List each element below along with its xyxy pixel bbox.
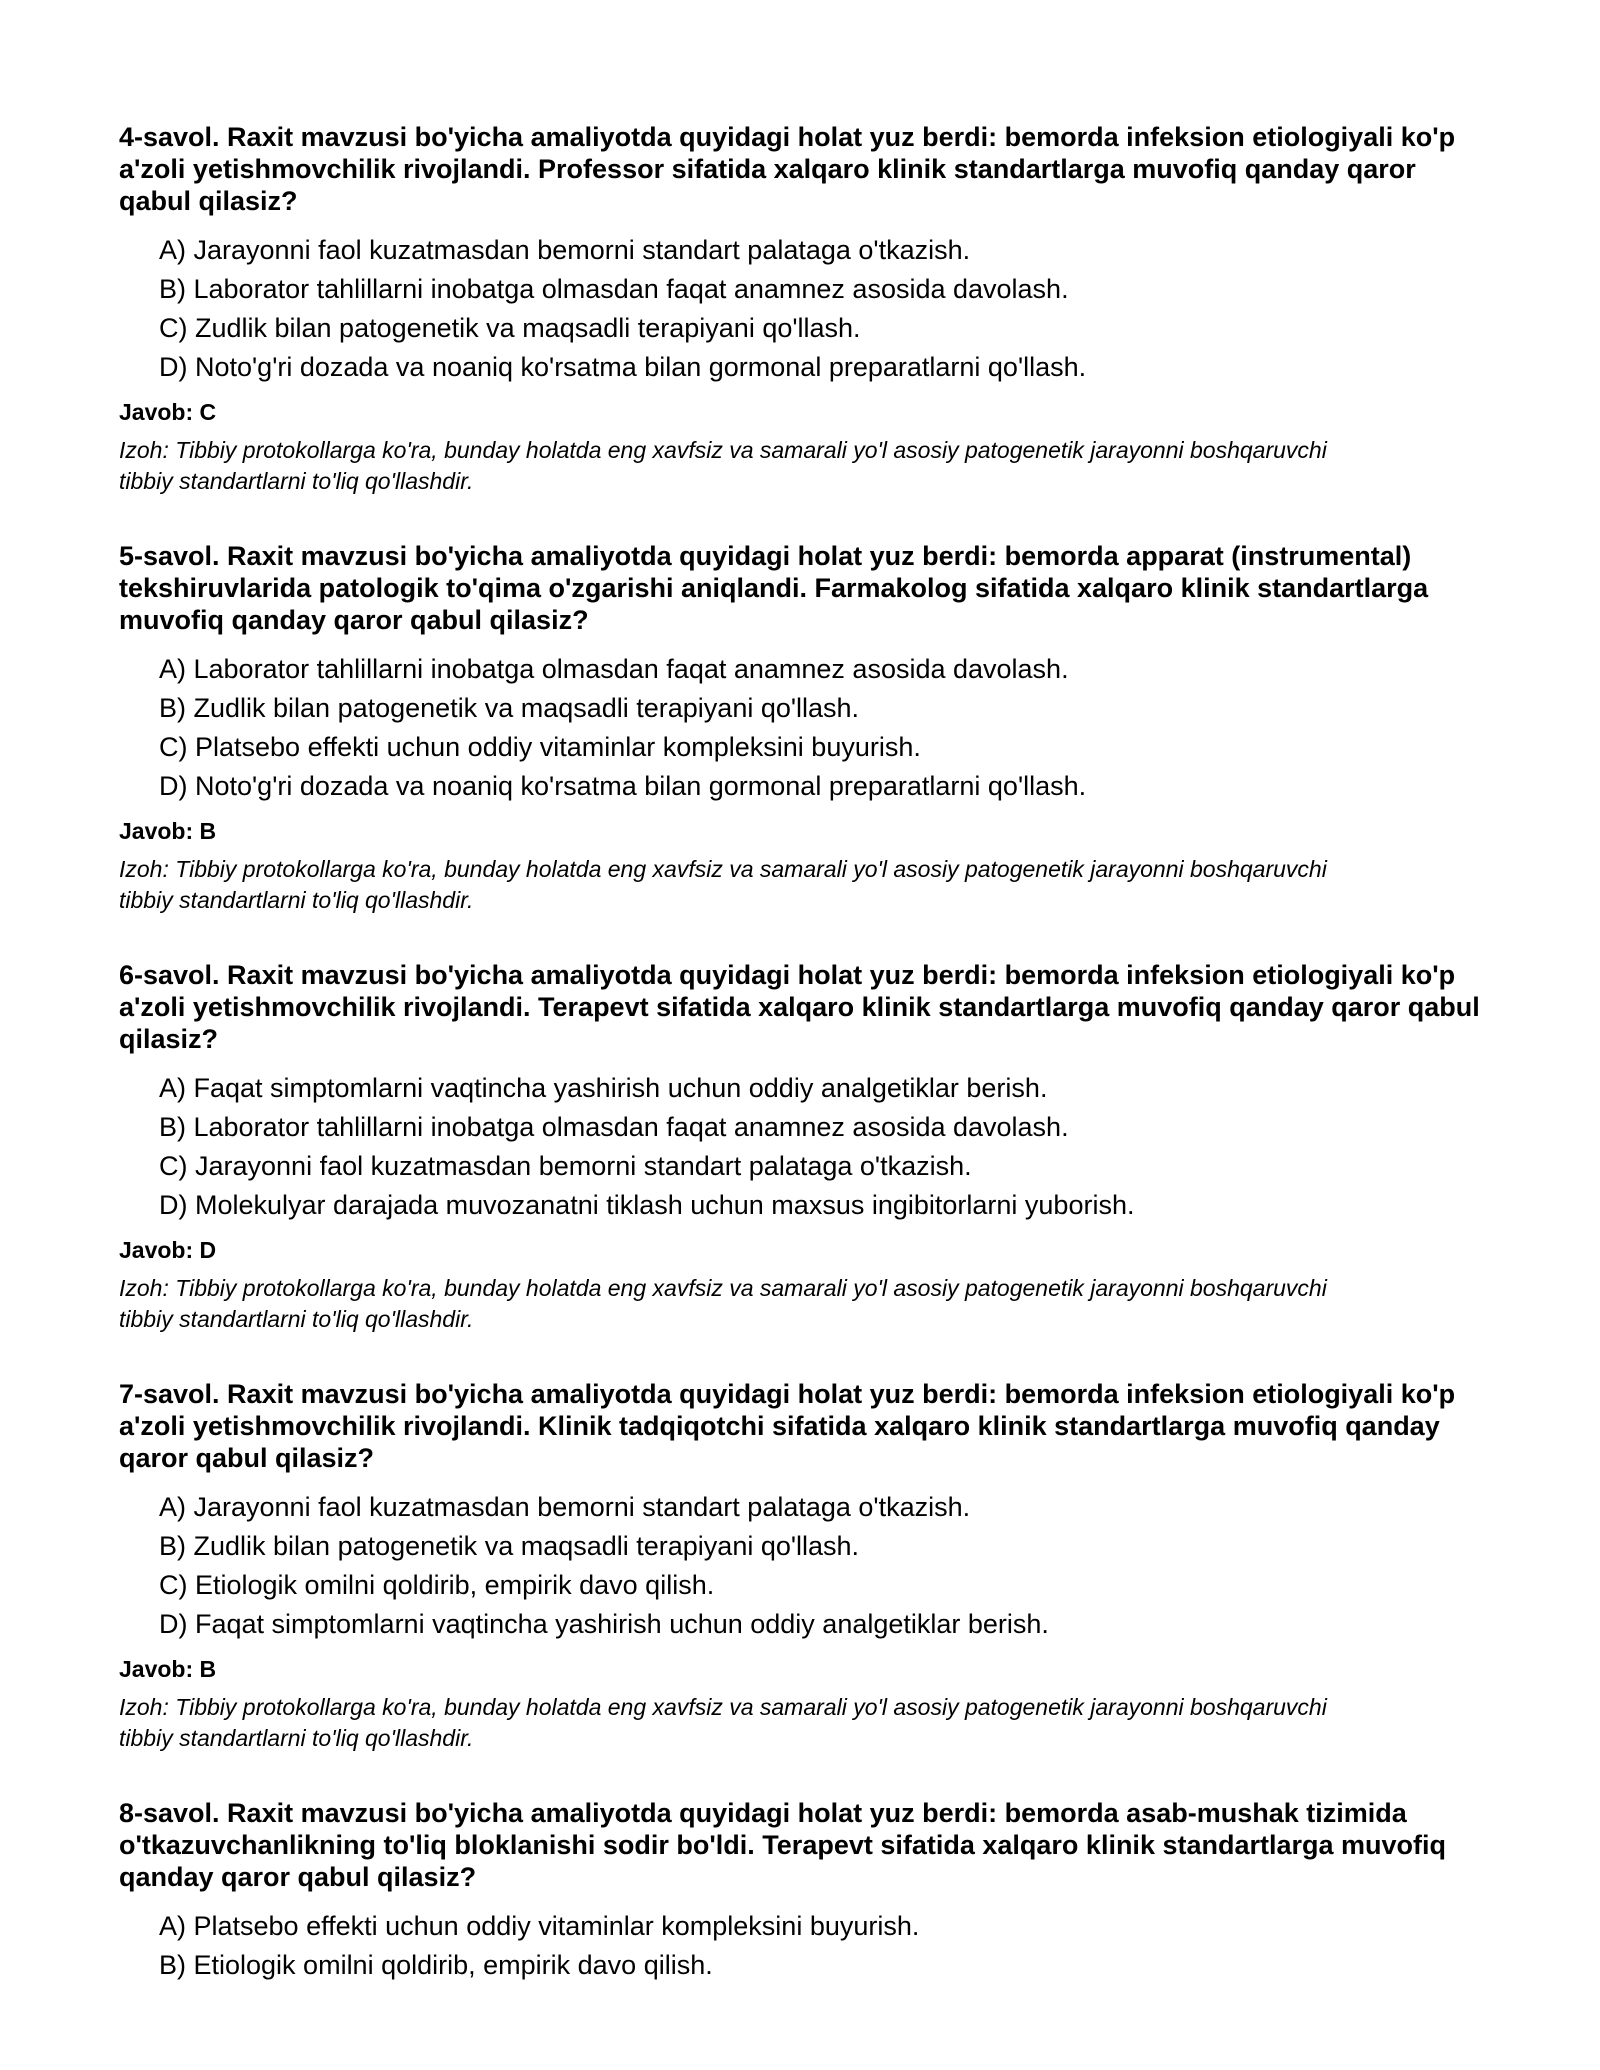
option-d: D) Noto'g'ri dozada va noaniq ko'rsatma bilan gormonal preparatlarni qo'llash. <box>159 771 1087 801</box>
option-c: C) Platsebo effekti uchun oddiy vitaminlar kompleksini buyurish. <box>159 732 921 762</box>
answer-label: Javob: C <box>119 399 217 425</box>
option-b: B) Laborator tahlillarni inobatga olmasdan faqat anamnez asosida davolash. <box>159 1112 1069 1142</box>
explanation-text: Izoh: Tibbiy protokollarga ko'ra, bunday holatda eng xavfsiz va samarali yo'l asosiy patogenetik jarayonni boshqaruvchi tibbiy standartlarni to'liq qo'llashdir. <box>119 1275 1327 1332</box>
question-title: 6-savol. Raxit mavzusi bo'yicha amaliyotda quyidagi holat yuz berdi: bemorda infeksion etiologiyali ko'p a'zoli yetishmovchilik rivojlandi. Terapevt sifatida xalqaro klinik standartlarga muvofiq qanday qaror qabul qilasiz? <box>119 960 1480 1054</box>
options-list <box>119 231 1489 387</box>
option-d: D) Noto'g'ri dozada va noaniq ko'rsatma bilan gormonal preparatlarni qo'llash. <box>159 352 1087 382</box>
question-6 <box>119 959 1489 1335</box>
option-a: A) Laborator tahlillarni inobatga olmasdan faqat anamnez asosida davolash. <box>159 654 1069 684</box>
question-4 <box>119 121 1489 497</box>
explanation-text: Izoh: Tibbiy protokollarga ko'ra, bunday holatda eng xavfsiz va samarali yo'l asosiy patogenetik jarayonni boshqaruvchi tibbiy standartlarni to'liq qo'llashdir. <box>119 1694 1327 1751</box>
option-a: A) Faqat simptomlarni vaqtincha yashirish uchun oddiy analgetiklar berish. <box>159 1073 1048 1103</box>
option-d: D) Faqat simptomlarni vaqtincha yashirish uchun oddiy analgetiklar berish. <box>159 1609 1049 1639</box>
option-b: B) Zudlik bilan patogenetik va maqsadli terapiyani qo'llash. <box>159 693 860 723</box>
question-title: 7-savol. Raxit mavzusi bo'yicha amaliyotda quyidagi holat yuz berdi: bemorda infeksion etiologiyali ko'p a'zoli yetishmovchilik rivojlandi. Klinik tadqiqotchi sifatida xalqaro klinik standartlarga muvofiq qanday qaror qabul qilasiz? <box>119 1379 1456 1473</box>
option-d: D) Molekulyar darajada muvozanatni tiklash uchun maxsus ingibitorlarni yuborish. <box>159 1190 1135 1220</box>
explanation-text: Izoh: Tibbiy protokollarga ko'ra, bunday holatda eng xavfsiz va samarali yo'l asosiy patogenetik jarayonni boshqaruvchi tibbiy standartlarni to'liq qo'llashdir. <box>119 856 1327 913</box>
options-list <box>119 650 1489 806</box>
question-5 <box>119 540 1489 916</box>
question-7 <box>119 1378 1489 1754</box>
option-b: B) Zudlik bilan patogenetik va maqsadli terapiyani qo'llash. <box>159 1531 860 1561</box>
options-list <box>119 1907 1489 1985</box>
answer-label: Javob: B <box>119 1656 217 1682</box>
option-c: C) Zudlik bilan patogenetik va maqsadli terapiyani qo'llash. <box>159 313 861 343</box>
explanation-text: Izoh: Tibbiy protokollarga ko'ra, bunday holatda eng xavfsiz va samarali yo'l asosiy patogenetik jarayonni boshqaruvchi tibbiy standartlarni to'liq qo'llashdir. <box>119 437 1327 494</box>
question-title: 5-savol. Raxit mavzusi bo'yicha amaliyotda quyidagi holat yuz berdi: bemorda apparat (instrumental) tekshiruvlarida patologik to'qima o'zgarishi aniqlandi. Farmakolog sifatida xalqaro klinik standartlarga muvofiq qanday qaror qabul qilasiz? <box>119 541 1429 635</box>
options-list <box>119 1069 1489 1225</box>
option-c: C) Jarayonni faol kuzatmasdan bemorni standart palataga o'tkazish. <box>159 1151 972 1181</box>
option-a: A) Platsebo effekti uchun oddiy vitaminlar kompleksini buyurish. <box>159 1911 920 1941</box>
answer-label: Javob: D <box>119 1237 217 1263</box>
document-page <box>119 121 1489 2028</box>
question-title: 8-savol. Raxit mavzusi bo'yicha amaliyotda quyidagi holat yuz berdi: bemorda asab-mushak tizimida o'tkazuvchanlikning to'liq bloklanishi sodir bo'ldi. Terapevt sifatida xalqaro klinik standartlarga muvofiq qanday qaror qabul qilasiz? <box>119 1798 1447 1892</box>
option-c: C) Etiologik omilni qoldirib, empirik davo qilish. <box>159 1570 715 1600</box>
answer-label: Javob: B <box>119 818 217 844</box>
option-b: B) Etiologik omilni qoldirib, empirik davo qilish. <box>159 1950 713 1980</box>
option-a: A) Jarayonni faol kuzatmasdan bemorni standart palataga o'tkazish. <box>159 1492 971 1522</box>
option-a: A) Jarayonni faol kuzatmasdan bemorni standart palataga o'tkazish. <box>159 235 971 265</box>
question-title: 4-savol. Raxit mavzusi bo'yicha amaliyotda quyidagi holat yuz berdi: bemorda infeksion etiologiyali ko'p a'zoli yetishmovchilik rivojlandi. Professor sifatida xalqaro klinik standartlarga muvofiq qanday qaror qabul qilasiz? <box>119 122 1456 216</box>
options-list <box>119 1488 1489 1644</box>
question-8 <box>119 1797 1489 1985</box>
option-b: B) Laborator tahlillarni inobatga olmasdan faqat anamnez asosida davolash. <box>159 274 1069 304</box>
